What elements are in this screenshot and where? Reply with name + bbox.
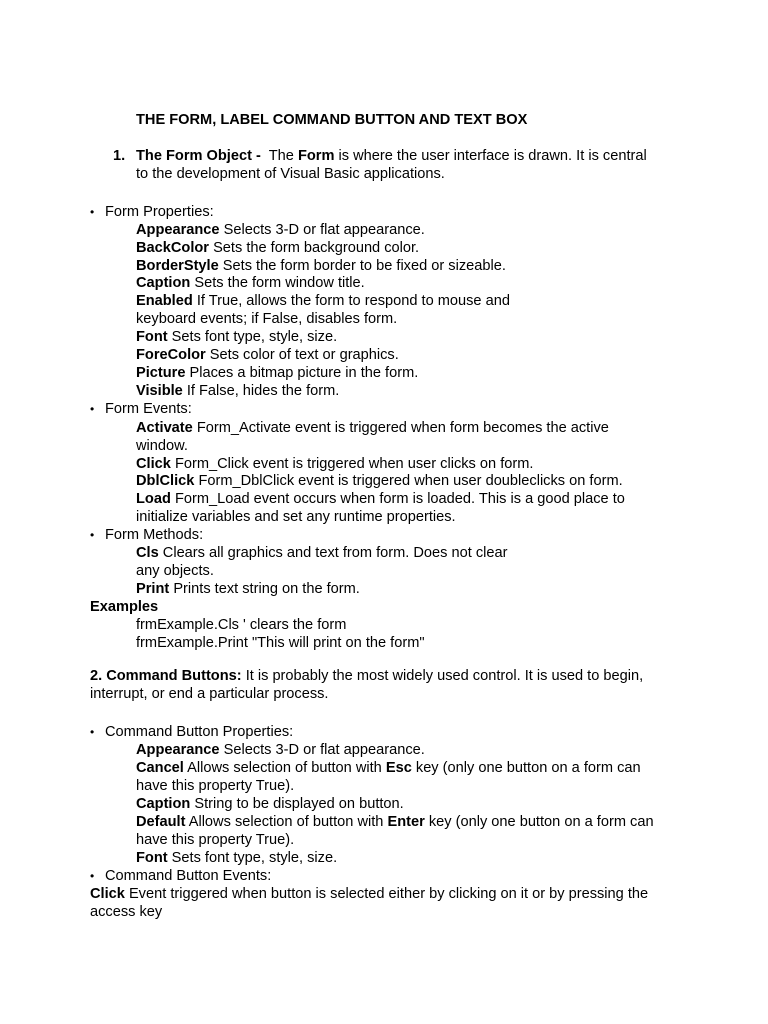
property-visible: Visible If False, hides the form. — [136, 383, 340, 399]
section-1-heading: The Form Object - — [136, 148, 261, 164]
form-events-label: Form Events: — [105, 401, 192, 417]
event-click: Click Form_Click event is triggered when user clicks on form. — [136, 456, 534, 472]
example-line-2: frmExample.Print "This will print on the form" — [136, 635, 425, 651]
property-font: Font Sets font type, style, size. — [136, 329, 338, 345]
event-load: Load Form_Load event occurs when form is loaded. This is a good place to — [136, 491, 625, 507]
form-properties-label: Form Properties: — [105, 204, 214, 220]
property-picture: Picture Places a bitmap picture in the form. — [136, 365, 419, 381]
document-title: THE FORM, LABEL COMMAND BUTTON AND TEXT BOX — [136, 112, 528, 128]
event-activate: Activate Form_Activate event is triggered when form becomes the active — [136, 420, 609, 436]
bullet-icon: • — [90, 205, 95, 219]
event-activate-line2: window. — [136, 438, 188, 454]
cb-event-click-line2: access key — [90, 904, 163, 920]
section-1-intro-line2: to the development of Visual Basic applications. — [136, 166, 445, 182]
bullet-icon: • — [90, 869, 95, 883]
section-2-intro: 2. Command Buttons: It is probably the most widely used control. It is used to begin, — [90, 668, 644, 684]
cb-property-font: Font Sets font type, style, size. — [136, 850, 338, 866]
property-enabled: Enabled If True, allows the form to respond to mouse and — [136, 293, 510, 309]
cb-property-cancel: Cancel Allows selection of button with Esc key (only one button on a form can — [136, 760, 641, 776]
property-appearance: Appearance Selects 3-D or flat appearance. — [136, 222, 425, 238]
section-2-intro-line2: interrupt, or end a particular process. — [90, 686, 329, 702]
bullet-icon: • — [90, 402, 95, 416]
bullet-icon: • — [90, 528, 95, 542]
cb-properties-label: Command Button Properties: — [105, 724, 294, 740]
section-2-heading: 2. Command Buttons: — [90, 668, 242, 684]
section-1-intro: The Form Object - The Form is where the user interface is drawn. It is central — [136, 148, 647, 164]
method-cls: Cls Clears all graphics and text from form. Does not clear — [136, 545, 508, 561]
cb-property-caption: Caption String to be displayed on button. — [136, 796, 404, 812]
property-forecolor: ForeColor Sets color of text or graphics. — [136, 347, 399, 363]
property-backcolor: BackColor Sets the form background color. — [136, 240, 420, 256]
example-line-1: frmExample.Cls ' clears the form — [136, 617, 347, 633]
property-enabled-line2: keyboard events; if False, disables form. — [136, 311, 398, 327]
method-cls-line2: any objects. — [136, 563, 214, 579]
property-caption: Caption Sets the form window title. — [136, 275, 365, 291]
event-load-line2: initialize variables and set any runtime properties. — [136, 509, 456, 525]
cb-property-cancel-line2: have this property True). — [136, 778, 295, 794]
cb-property-appearance: Appearance Selects 3-D or flat appearance. — [136, 742, 425, 758]
examples-label: Examples — [90, 599, 159, 615]
method-print: Print Prints text string on the form. — [136, 581, 360, 597]
cb-events-label: Command Button Events: — [105, 868, 272, 884]
event-dblclick: DblClick Form_DblClick event is triggered when user doubleclicks on form. — [136, 473, 623, 489]
cb-event-click: Click Event triggered when button is selected either by clicking on it or by pressing the — [90, 886, 649, 902]
property-borderstyle: BorderStyle Sets the form border to be fixed or sizeable. — [136, 258, 506, 274]
section-1-number: 1. — [113, 148, 126, 164]
bullet-icon: • — [90, 725, 95, 739]
cb-property-default-line2: have this property True). — [136, 832, 295, 848]
form-methods-label: Form Methods: — [105, 527, 204, 543]
cb-property-default: Default Allows selection of button with Enter key (only one button on a form can — [136, 814, 654, 830]
